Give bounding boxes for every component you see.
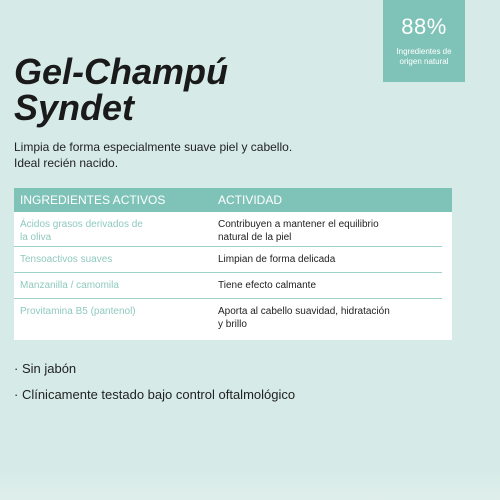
ingredients-table [14, 188, 452, 340]
bottom-band [0, 470, 500, 500]
natural-origin-badge [383, 0, 465, 82]
badge-caption-line1: Ingredientes de [396, 47, 452, 56]
product-title-line2: Syndet [14, 87, 135, 128]
product-title [14, 51, 229, 128]
ingredient-cell: Provitamina B5 (pantenol) [20, 306, 136, 317]
activity-line2: y brillo [218, 319, 247, 330]
description-line2: Ideal recién nacido. [14, 156, 119, 170]
activity-line1: Aporta al cabello suavidad, hidratación [218, 306, 390, 317]
ingredient-line1: Ácidos grasos derivados de [20, 219, 143, 230]
header-activity: ACTIVIDAD [218, 193, 283, 207]
header-ingredients: INGREDIENTES ACTIVOS [20, 193, 166, 207]
product-title-line1: Gel-Champú [14, 51, 229, 92]
ingredient-line2: la oliva [20, 232, 52, 243]
table-row [14, 247, 452, 272]
activity-line1: Contribuyen a mantener el equilibrio [218, 219, 379, 230]
claims-list [14, 356, 295, 408]
table-row [14, 212, 452, 246]
natural-percent: 88% [401, 14, 447, 39]
claim-ophthalmologic-tested: · Clínicamente testado bajo control oftalmológico [14, 387, 296, 402]
ingredient-cell: Tensoactivos suaves [20, 254, 113, 265]
description-line1: Limpia de forma especialmente suave piel y cabello. [14, 140, 293, 154]
activity-line2: natural de la piel [218, 232, 292, 243]
ingredient-cell: Manzanilla / camomila [20, 280, 119, 291]
activity-cell: Tiene efecto calmante [218, 280, 317, 291]
claim-soap-free: · Sin jabón [14, 361, 77, 376]
product-description [14, 139, 354, 171]
badge-caption-line2: origen natural [399, 57, 449, 66]
activity-cell: Limpian de forma delicada [218, 254, 336, 265]
activity-cell [218, 218, 442, 244]
table-header [14, 188, 452, 212]
table-row [14, 273, 452, 298]
table-row [14, 299, 452, 339]
badge-caption [383, 47, 465, 67]
activity-cell [218, 305, 442, 331]
ingredient-cell [14, 218, 218, 244]
